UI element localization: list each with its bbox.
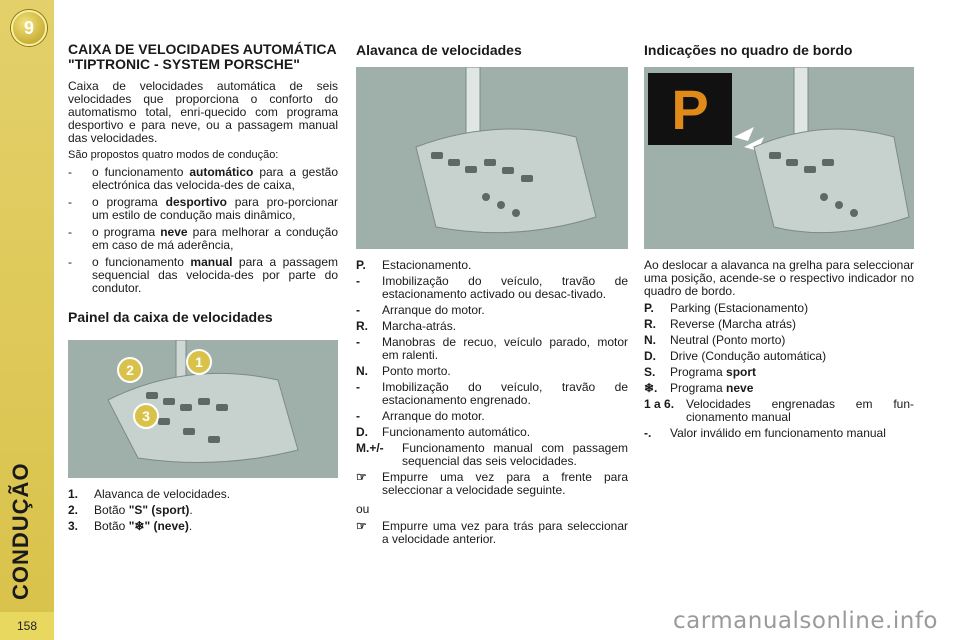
mode-pre: o funcionamento (92, 255, 191, 269)
item-text: Manobras de recuo, veículo parado, motor em ralenti. (382, 335, 628, 362)
item-bold: neve (726, 381, 754, 395)
mode-text (92, 256, 338, 295)
panel-labels-list (68, 488, 338, 533)
item-key: 2. (68, 503, 79, 517)
item-key: D. (644, 349, 656, 363)
mode-post: para pro-porcionar um estilo de condução mais dinâmico, (92, 195, 338, 222)
item-text (670, 366, 914, 379)
item-text: Estacionamento. (382, 258, 472, 272)
dashboard-item (644, 427, 914, 440)
mode-item (68, 196, 338, 222)
badge-1: 1 (195, 354, 203, 370)
panel-illustration (68, 340, 338, 478)
item-text (670, 427, 914, 440)
item-text (670, 382, 914, 395)
section-heading-lever: Alavanca de velocidades (356, 42, 522, 58)
item-key: -. (644, 426, 652, 440)
lever-item (356, 410, 628, 423)
lever-item (356, 259, 628, 272)
gearbox-intro: Caixa de velocidades automática de seis velocidades que proporciona o conforto do automatismo total, enri-quecido com programa desportivo e para neve, ou a passagem manual das velocidades. (68, 79, 338, 145)
gear-lever-drawing (356, 67, 628, 249)
chapter-number-badge: 9 (11, 10, 47, 46)
item-key: M.+/- (356, 441, 384, 455)
mode-pre: o funcionamento (92, 165, 190, 179)
item-text (670, 334, 914, 347)
lever-item (356, 320, 628, 333)
item-text: Funcionamento automático. (382, 425, 531, 439)
lever-item (356, 275, 628, 301)
item-pre: Programa (670, 381, 727, 395)
dashboard-intro: Ao deslocar a alavanca na grelha para seleccionar uma posição, acende-se o respectivo indicador no quadro de bordo. (644, 258, 914, 298)
mode-item (68, 256, 338, 295)
dashboard-item (644, 334, 914, 347)
label-pre: Botão (94, 519, 129, 533)
chapter-title: CONDUÇÃO (8, 462, 33, 600)
dashboard-item (644, 318, 914, 331)
item-text (670, 350, 914, 363)
dashboard-item (644, 350, 914, 363)
label-post: . (189, 503, 193, 517)
item-key: N. (356, 364, 368, 378)
item-text: Ponto morto. (382, 364, 451, 378)
item-text (94, 488, 338, 501)
mode-bold: automático (189, 165, 254, 179)
item-text: Arranque do motor. (382, 409, 485, 423)
or-text: ou (356, 502, 370, 516)
item-key: - (356, 303, 360, 317)
column-dashboard (644, 40, 914, 443)
lever-item (356, 426, 628, 439)
dashboard-illustration (644, 67, 914, 249)
item-text: Empurre uma vez para a frente para seleccionar a velocidade seguinte. (382, 470, 628, 497)
mode-post: para melhorar a condução em caso de má aderência, (92, 225, 339, 252)
display-letter: P (671, 78, 709, 141)
label-pre: Botão (94, 503, 129, 517)
panel-label-item (68, 520, 338, 533)
item-text (686, 398, 914, 424)
dashboard-item (644, 302, 914, 315)
modes-list (68, 166, 338, 295)
watermark: carmanualsonline.info (672, 608, 938, 634)
dash-mark: - (68, 225, 72, 239)
dash-mark: - (68, 165, 72, 179)
item-text: Funcionamento manual com passagem sequencial das seis velocidades. (402, 441, 628, 468)
mode-pre: o programa (92, 225, 161, 239)
item-key: - (356, 409, 360, 423)
mode-item (68, 166, 338, 192)
lever-item-last (356, 520, 628, 546)
label-post: . (188, 519, 193, 533)
item-pre: Programa (670, 365, 727, 379)
item-text: Imobilização do veículo, travão de estacionamento engrenado. (382, 380, 628, 407)
mode-text (92, 196, 338, 222)
item-key: R. (356, 319, 368, 333)
item-key: S. (644, 365, 656, 379)
gear-panel-drawing (68, 340, 338, 478)
item-key: ❄. (644, 381, 658, 395)
lever-item (356, 336, 628, 362)
modes-intro: São propostos quatro modos de condução: (68, 149, 279, 161)
mode-bold: manual (190, 255, 233, 269)
item-text (670, 302, 914, 315)
item-pre: Parking (Estacionamento) (670, 301, 809, 315)
item-pre: Drive (Condução automática) (670, 349, 827, 363)
column-lever (356, 40, 628, 549)
mode-text (92, 226, 338, 252)
badge-2: 2 (126, 362, 134, 378)
mode-text (92, 166, 338, 192)
section-heading-panel: Painel da caixa de velocidades (68, 309, 273, 325)
lever-items-list (356, 259, 628, 497)
dashboard-item (644, 398, 914, 424)
dashboard-item (644, 382, 914, 395)
item-key: P. (644, 301, 654, 315)
item-text: Imobilização do veículo, travão de estacionamento activado ou desac-tivado. (382, 274, 628, 301)
item-key: 3. (68, 519, 79, 533)
dashboard-drawing (644, 67, 914, 249)
item-key: - (356, 380, 360, 394)
mode-pre: o programa (92, 195, 166, 209)
mode-item (68, 226, 338, 252)
label-bold: "❄" (neve) (128, 519, 189, 533)
item-key: N. (644, 333, 656, 347)
label-bold: "S" (sport) (128, 503, 190, 517)
item-text (670, 318, 914, 331)
item-pre: Valor inválido em funcionamento manual (670, 426, 886, 440)
dash-mark: - (68, 195, 72, 209)
badge-3: 3 (142, 408, 150, 424)
section-heading-dashboard: Indicações no quadro de bordo (644, 42, 853, 58)
dash-mark: - (68, 255, 72, 269)
item-key: ☞ (356, 470, 367, 484)
lever-item (356, 381, 628, 407)
item-text (94, 504, 338, 517)
section-heading-gearbox: CAIXA DE VELOCIDADES AUTOMÁTICA "TIPTRONIC - SYSTEM PORSCHE" (68, 41, 337, 72)
item-text (94, 520, 338, 533)
item-key: - (356, 335, 360, 349)
mode-bold: neve (160, 225, 188, 239)
mode-post: para a passagem sequencial das velocida-des por parte do condutor. (92, 255, 338, 295)
mode-bold: desportivo (165, 195, 227, 209)
item-key: ☞ (356, 519, 367, 533)
lever-item (356, 442, 628, 468)
item-text: Arranque do motor. (382, 303, 485, 317)
panel-label-item (68, 488, 338, 501)
item-key: D. (356, 425, 368, 439)
panel-label-item (68, 504, 338, 517)
item-pre: Reverse (Marcha atrás) (670, 317, 797, 331)
label-pre: Alavanca de velocidades. (94, 487, 231, 501)
item-key: 1 a 6. (644, 397, 675, 411)
item-key: R. (644, 317, 656, 331)
lever-item (356, 471, 628, 497)
mode-post: para a gestão electrónica das velocida-des de caixa, (92, 165, 338, 192)
item-pre: Neutral (Ponto morto) (670, 333, 786, 347)
item-pre: Velocidades engrenadas em fun-cionamento manual (686, 397, 914, 424)
dashboard-item (644, 366, 914, 379)
item-bold: sport (726, 365, 757, 379)
dashboard-items-list (644, 302, 914, 440)
chapter-sidebar (0, 0, 54, 640)
item-text: Marcha-atrás. (382, 319, 457, 333)
page-number: 158 (0, 612, 54, 640)
lever-illustration (356, 67, 628, 249)
lever-item (356, 365, 628, 378)
lever-item (356, 304, 628, 317)
item-key: P. (356, 258, 366, 272)
column-gearbox (68, 40, 338, 536)
item-key: - (356, 274, 360, 288)
item-text: Empurre uma vez para trás para seleccionar a velocidade anterior. (382, 519, 628, 546)
item-key: 1. (68, 487, 79, 501)
